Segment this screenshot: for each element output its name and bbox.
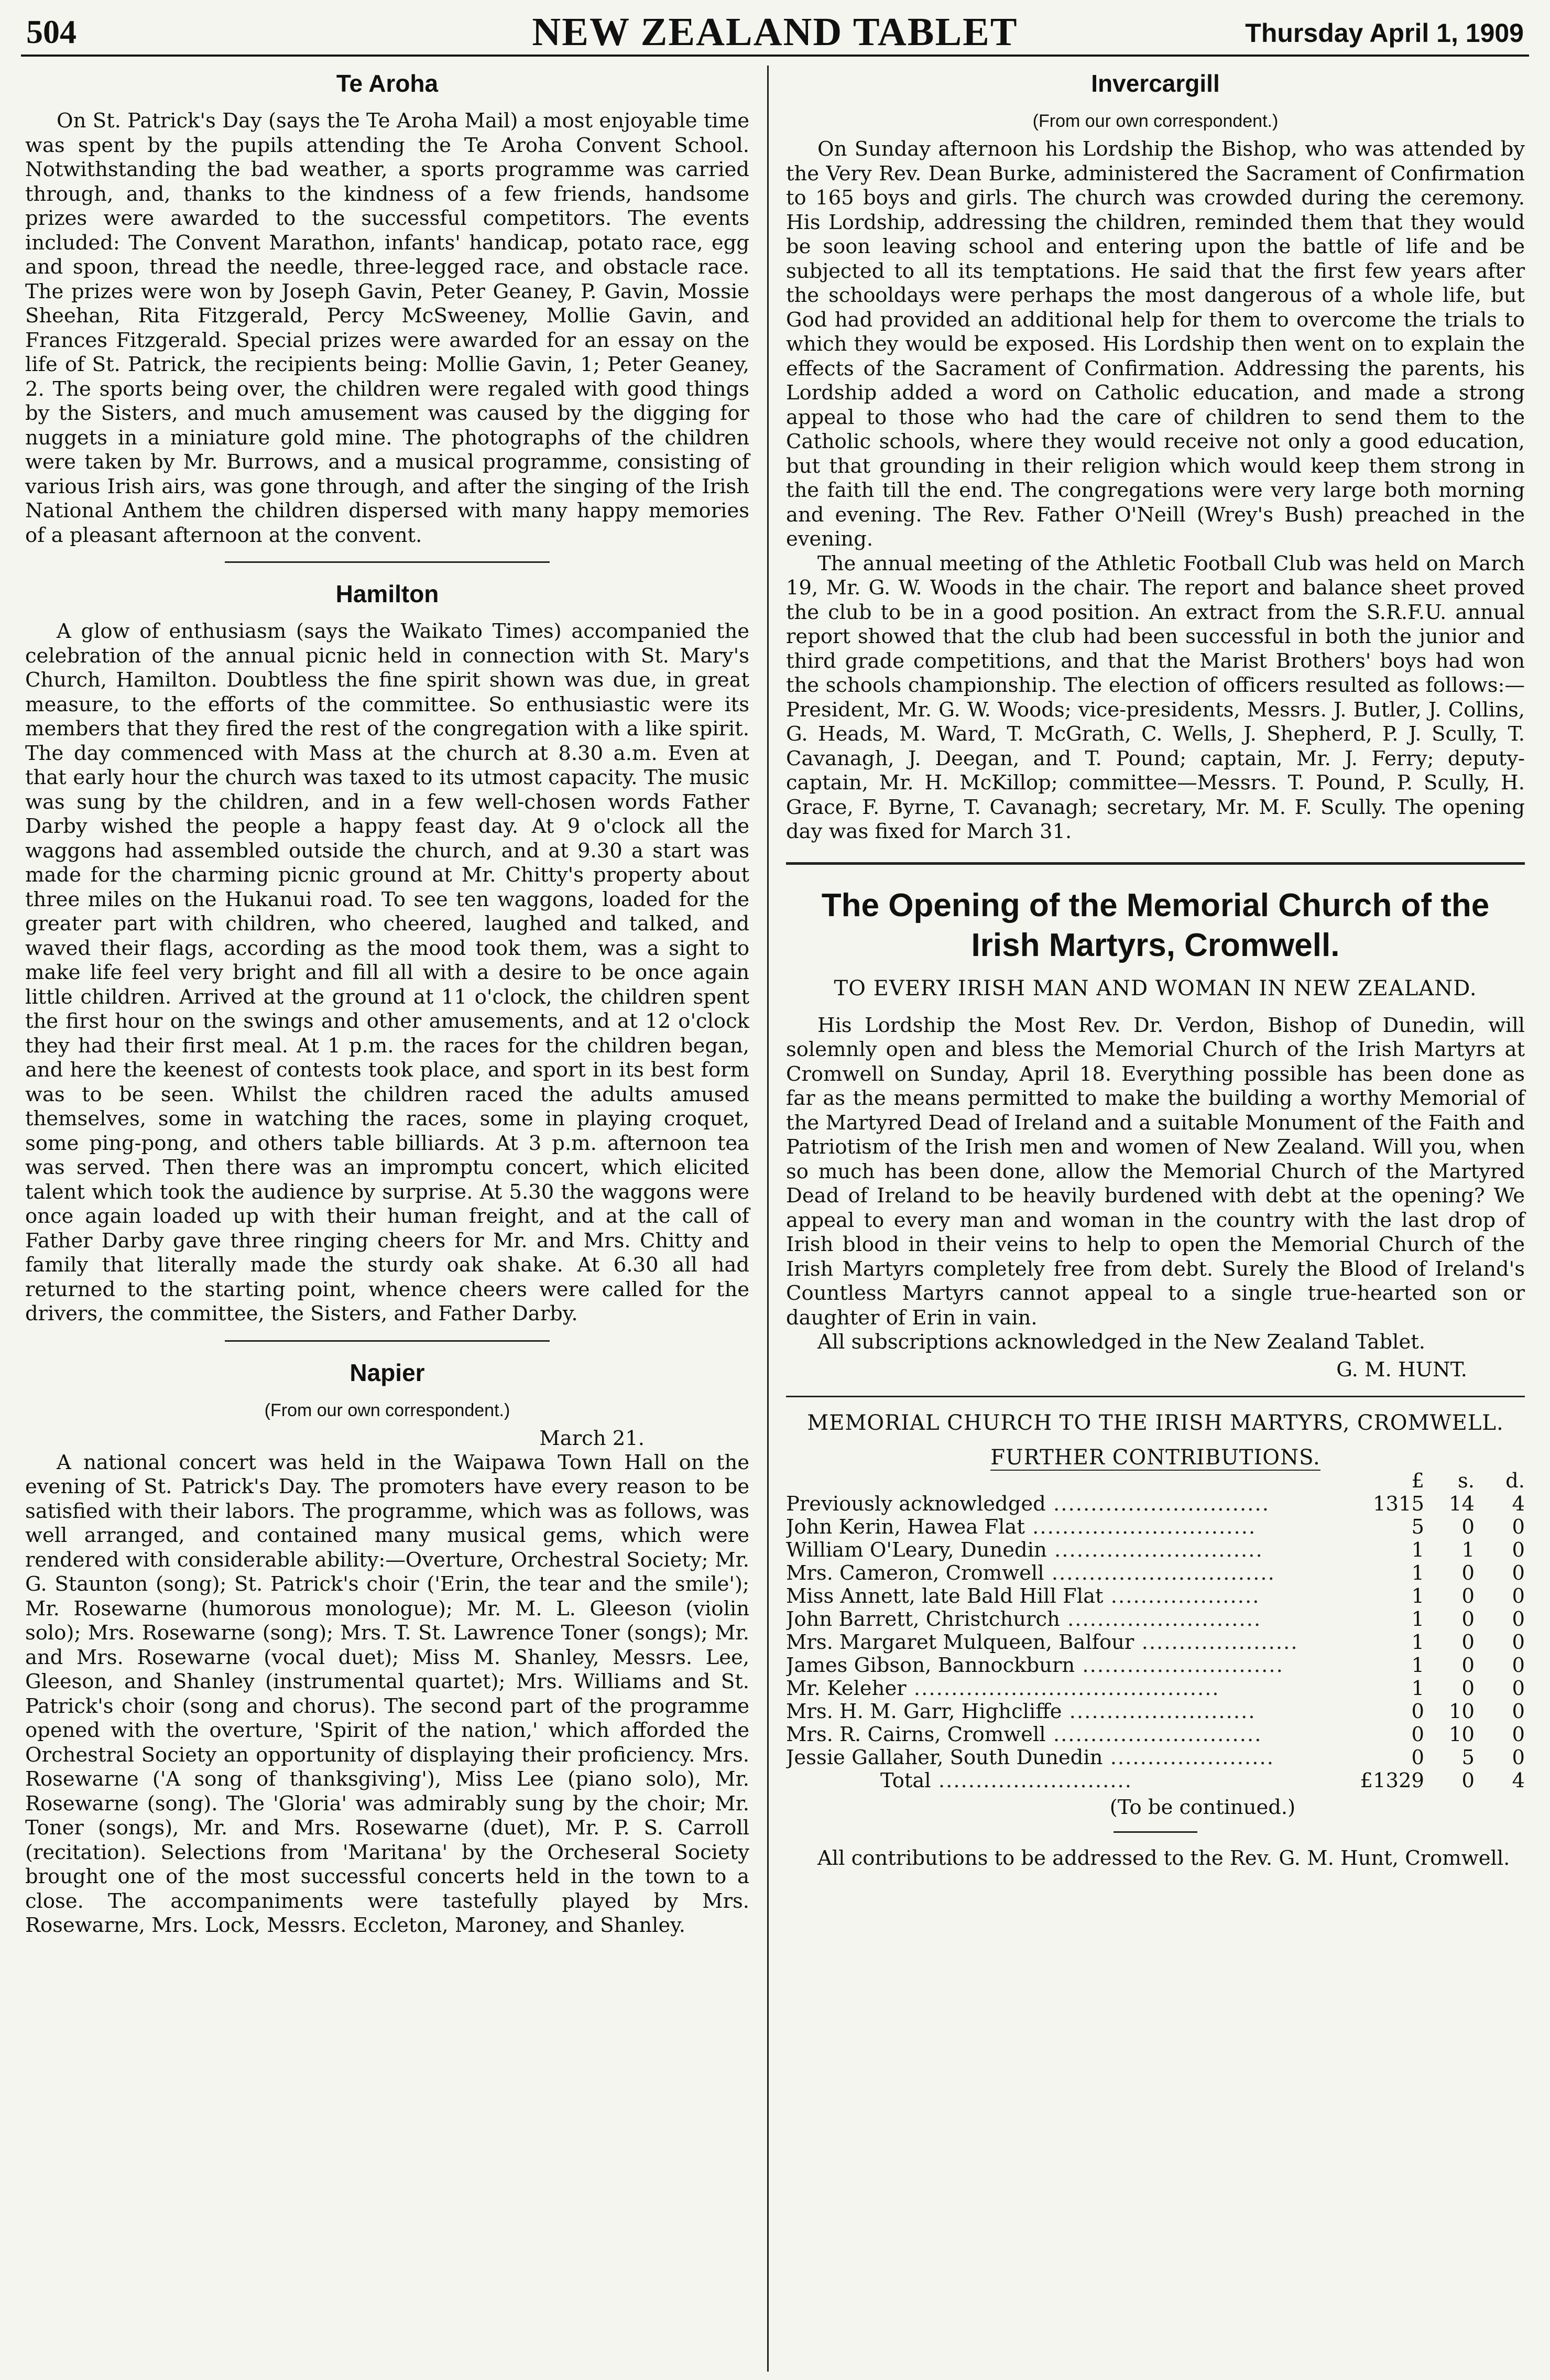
section-rule <box>225 1340 550 1342</box>
correspondent-credit: (From our own correspondent.) <box>1032 111 1279 131</box>
leader-dots: ...................... <box>1103 1746 1274 1769</box>
amount-pence: 0 <box>1512 1653 1525 1677</box>
amount-pence: 4 <box>1512 1492 1525 1516</box>
amount-shillings: 5 <box>1461 1745 1475 1769</box>
amount-pounds: 0 <box>1411 1722 1424 1746</box>
amount-shillings: 0 <box>1461 1561 1475 1585</box>
amount-pence: 0 <box>1512 1676 1525 1700</box>
contributor-name: Mrs. Margaret Mulqueen, Balfour <box>786 1631 1134 1654</box>
article-heading: Te Aroha <box>336 70 439 97</box>
contribution-row <box>786 1493 1525 1516</box>
left-column <box>25 68 749 1938</box>
contributor-name: Jessie Gallaher, South Dunedin <box>786 1746 1103 1769</box>
section-rule <box>786 1396 1525 1397</box>
amount-pounds: 0 <box>1411 1745 1424 1769</box>
continued-note: (To be continued.) <box>1109 1795 1296 1819</box>
contribution-row <box>786 1654 1525 1677</box>
correspondent-credit: (From our own correspondent.) <box>264 1400 510 1420</box>
article-heading: Napier <box>350 1359 425 1386</box>
masthead <box>21 7 1529 57</box>
contributor-name: Mrs. R. Cairns, Cromwell <box>786 1723 1046 1746</box>
amount-pence: 0 <box>1512 1538 1525 1562</box>
column-divider <box>767 66 769 2372</box>
amount-pence: 0 <box>1512 1607 1525 1631</box>
amount-shillings: 0 <box>1461 1584 1475 1608</box>
contributor-name: William O'Leary, Dunedin <box>786 1538 1047 1562</box>
contributions-list <box>786 1411 1525 1871</box>
article-paragraph: A glow of enthusiasm (says the Waikato Times) accompanied the celebration of the annual picnic held in connection with St. Mary's Church, Hamilton. Doubtless the fine spirit shown was due, in great measure, to the efforts of the committee. So enthusiastic were its members that they fired the rest of the congregation with a like spirit. The day commenced with Mass at the church at 8.30 a.m. Even at that early hour the church was taxed to its utmost capacity. The music was sung by the children, and in a few well-chosen words Father Darby wished the people a happy feast day. At 9 o'clock all the waggons had assembled outside the church, and at 9.30 a start was made for the charming picnic ground at Mr. Chitty's property about three miles on the Hukanui road. To see ten waggons, loaded for the greater part with children, who cheered, laughed and talked, and waved their flags, according as the mood took them, was a sight to make life feel very bright and fill all with a desire to be once again little children. Arrived at the ground at 11 o'clock, the children spent the first hour on the swings and other amusements, and at 12 o'clock they had their first meal. At 1 p.m. the races for the children began, and here the keenest of contests took place, and sport in its best form was to be seen. Whilst the children raced the adults amused themselves, some in watching the races, some in playing croquet, some ping-pong, and others table billiards. At 3 p.m. afternoon tea was served. Then there was an impromptu concert, which elicited talent which took the audience by surprise. At 5.30 the waggons were once again loaded up with their human freight, and at the call of Father Darby gave three ringing cheers for Mr. and Mrs. Chitty and family that literally made the sturdy oak shake. At 6.30 all had returned to the starting point, whence cheers were called for the drivers, the committee, the Sisters, and Father Darby. <box>25 620 749 1325</box>
leader-dots: ......................................... <box>906 1677 1220 1700</box>
amount-pounds: 1 <box>1411 1676 1424 1700</box>
col-shillings: s. <box>1458 1469 1475 1493</box>
contribution-row <box>786 1539 1525 1562</box>
contribution-row <box>786 1562 1525 1585</box>
amount-pounds: 0 <box>1411 1699 1424 1723</box>
section-rule <box>225 561 550 563</box>
amount-shillings: 0 <box>1461 1515 1475 1539</box>
article-paragraph: All subscriptions acknowledged in the New Zealand Tablet. <box>817 1330 1425 1354</box>
amount-pounds: 1 <box>1411 1630 1424 1654</box>
page-number: 504 <box>26 13 77 50</box>
leader-dots: ............................. <box>1045 1492 1270 1516</box>
total-pence: 4 <box>1512 1768 1525 1792</box>
newspaper-title: NEW ZEALAND TABLET <box>532 10 1018 54</box>
leader-dots: ..................... <box>1134 1631 1298 1654</box>
amount-pounds: 1 <box>1411 1653 1424 1677</box>
contribution-row <box>786 1631 1525 1654</box>
amount-shillings: 0 <box>1461 1676 1475 1700</box>
signature: G. M. HUNT. <box>1336 1357 1467 1382</box>
memorial-subheading: TO EVERY IRISH MAN AND WOMAN IN NEW ZEALAND. <box>834 976 1477 1001</box>
amount-pence: 0 <box>1512 1515 1525 1539</box>
total-shillings: 0 <box>1461 1768 1475 1792</box>
amount-pence: 0 <box>1512 1745 1525 1769</box>
amount-shillings: 0 <box>1461 1607 1475 1631</box>
section-rule <box>1114 1831 1197 1833</box>
amount-shillings: 0 <box>1461 1630 1475 1654</box>
leader-dots: ............................ <box>1046 1538 1263 1562</box>
memorial-article <box>786 886 1525 1382</box>
amount-shillings: 14 <box>1449 1492 1475 1516</box>
amount-shillings: 1 <box>1461 1538 1475 1562</box>
article-heading: Hamilton <box>335 580 439 607</box>
contributor-name: John Kerin, Hawea Flat <box>786 1515 1025 1539</box>
contributor-name: John Barrett, Christchurch <box>786 1607 1060 1631</box>
invercargill-article <box>786 68 1525 844</box>
hamilton-article <box>25 579 749 1327</box>
contributor-name: Previously acknowledged <box>786 1492 1046 1516</box>
leader-dots: .............................. <box>1024 1515 1257 1539</box>
amount-shillings: 0 <box>1461 1653 1475 1677</box>
amount-pounds: 1 <box>1411 1607 1424 1631</box>
amount-pence: 0 <box>1512 1630 1525 1654</box>
amount-pounds: 1 <box>1411 1561 1424 1585</box>
right-column <box>786 68 1525 1871</box>
currency-header-row <box>786 1470 1525 1493</box>
te-aroha-article <box>25 68 749 548</box>
leader-dots: .................... <box>1103 1584 1260 1608</box>
contribution-row <box>786 1746 1525 1769</box>
amount-pence: 0 <box>1512 1722 1525 1746</box>
contribution-row <box>786 1516 1525 1539</box>
article-paragraph: On Sunday afternoon his Lordship the Bishop, who was attended by the Very Rev. Dean Burke, administered the Sacrament of Confirmation to 165 boys and girls. The church was crowded during the ceremony. His Lordship, addressing the children, reminded them that they would be soon leaving school and entering upon the battle of life and be subjected to all its temptations. He said that the first few years after the schooldays were perhaps the most dangerous of a whole life, but God had provided an additional help for them to overcome the trials to which they would be exposed. His Lordship then went on to explain the effects of the Sacrament of Confirmation. Addressing the parents, his Lordship added a word on Catholic education, and made a strong appeal to those who had the care of children to send them to the Catholic schools, where they would receive not only a good education, but that grounding in their religion which would keep them strong in the faith till the end. The congregations were very large both morning and evening. The Rev. Father O'Neill (Wrey's Bush) preached in the evening. <box>786 137 1525 551</box>
article-paragraph: His Lordship the Most Rev. Dr. Verdon, Bishop of Dunedin, will solemnly open and bless the Memorial Church of the Irish Martyrs at Cromwell on Sunday, April 18. Everything possible has been done as far as the means permitted to make the building a worthy Memorial of the Martyred Dead of Ireland and a suitable Monument of the Faith and Patriotism of the Irish men and women of New Zealand. Will you, when so much has been done, allow the Memorial Church of the Martyred Dead of Ireland to be heavily burdened with debt at the opening? We appeal to every man and woman in the country with the last drop of Irish blood in their veins to help to open the Memorial Church of the Irish Martyrs completely free from debt. Surely the Blood of Ireland's Countless Martyrs cannot appeal to a single true-hearted son or daughter of Erin in vain. <box>786 1013 1525 1330</box>
article-paragraph: A national concert was held in the Waipawa Town Hall on the evening of St. Patrick's Day. The promoters have every reason to be satisfied with their labors. The programme, which was as follows, was well arranged, and contained many musical gems, which were rendered with considerable ability:—Overture, Orchestral Society; Mr. G. Staunton (song); St. Patrick's choir ('Erin, the tear and the smile'); Mr. Rosewarne (humorous monologue); Mr. M. L. Gleeson (violin solo); Mrs. Rosewarne (song); Mrs. T. St. Lawrence Toner (songs); Mr. and Mrs. Rosewarne (vocal duet); Miss M. Shanley, Messrs. Lee, Gleeson, and Shanley (instrumental quartet); Mrs. Williams and St. Patrick's choir (song and chorus). The second part of the programme opened with the overture, 'Spirit of the nation,' which afforded the Orchestral Society an opportunity of displaying their proficiency. Mrs. Rosewarne ('A song of thanksgiving'), Miss Lee (piano solo), Mr. Rosewarne (song). The 'Gloria' was admirably sung by the choir; Mr. Toner (songs), Mr. and Mrs. Rosewarne (duet), Mr. P. S. Carroll (recitation). Selections from 'Maritana' by the Orcheseral Society brought one of the most successful concerts held in the town to a close. The accompaniments were tastefully played by Mrs. Rosewarne, Mrs. Lock, Messrs. Eccleton, Maroney, and Shanley. <box>25 1450 749 1937</box>
contributor-name: Miss Annett, late Bald Hill Flat <box>786 1584 1104 1608</box>
amount-pence: 0 <box>1512 1699 1525 1723</box>
napier-article <box>25 1357 749 1938</box>
contribution-row <box>786 1700 1525 1723</box>
dateline: March 21. <box>539 1426 645 1450</box>
contributor-name: Mrs. Cameron, Cromwell <box>786 1561 1044 1585</box>
leader-dots: .......................... <box>931 1769 1133 1792</box>
amount-pounds: 1 <box>1411 1538 1424 1562</box>
amount-pence: 0 <box>1512 1584 1525 1608</box>
leader-dots: ............................ <box>1045 1723 1262 1746</box>
amount-pence: 0 <box>1512 1561 1525 1585</box>
leader-dots: ........................... <box>1075 1654 1284 1677</box>
issue-date: Thursday April 1, 1909 <box>1245 18 1524 48</box>
contribution-row <box>786 1723 1525 1746</box>
article-paragraph: On St. Patrick's Day (says the Te Aroha Mail) a most enjoyable time was spent by the pupils attending the Te Aroha Convent School. Notwithstanding the bad weather, a sports programme was carried through, and, thanks to the kindness of a few friends, handsome prizes were awarded to the successful competitors. The events included: The Convent Marathon, infants' handicap, potato race, egg and spoon, thread the needle, three-legged race, and obstacle race. The prizes were won by Joseph Gavin, Peter Geaney, P. Gavin, Mossie Sheehan, Rita Fitzgerald, Percy McSweeney, Mollie Gavin, and Frances Fitzgerald. Special prizes were awarded for an essay on the life of St. Patrick, the recipients being: Mollie Gavin, 1; Peter Geaney, 2. The sports being over, the children were regaled with good things by the Sisters, and much amusement was caused by the digging for nuggets in a miniature gold mine. The photographs of the children were taken by Mr. Burrows, and a musical programme, consisting of various Irish airs, was gone through, and after the singing of the Irish National Anthem the children dispersed with many happy memories of a pleasant afternoon at the convent. <box>25 109 749 547</box>
contributions-subheading-text: FURTHER CONTRIBUTIONS. <box>990 1445 1320 1470</box>
section-rule <box>786 862 1525 865</box>
total-row <box>786 1769 1525 1792</box>
contribution-row <box>786 1608 1525 1631</box>
leader-dots: .......................... <box>1060 1607 1262 1631</box>
article-paragraph: The annual meeting of the Athletic Football Club was held on March 19, Mr. G. W. Woods in the chair. The report and balance sheet proved the club to be in a good position. An extract from the S.R.F.U. annual report showed that the club had been successful in both the junior and third grade competitions, and that the Marist Brothers' boys had won the schools championship. The election of officers resulted as follows:—President, Mr. G. W. Woods; vice-presidents, Messrs. J. Butler, J. Collins, G. Heads, M. Ward, T. McGrath, C. Wells, J. Shepherd, P. J. Scully, T. Cavanagh, J. Deegan, and T. Pound; captain, Mr. J. Ferry; deputy-captain, Mr. H. McKillop; committee—Messrs. T. Pound, P. Scully, H. Grace, F. Byrne, T. Cavanagh; secretary, Mr. M. F. Scully. The opening day was fixed for March 31. <box>786 551 1525 843</box>
contributions-subheading <box>786 1446 1525 1470</box>
leader-dots: .............................. <box>1044 1561 1275 1585</box>
amount-pounds: 1315 <box>1373 1492 1424 1516</box>
amount-pounds: 1 <box>1411 1584 1424 1608</box>
contributor-name: Mrs. H. M. Garr, Highcliffe <box>786 1700 1062 1723</box>
contributor-name: James Gibson, Bannockburn <box>786 1654 1075 1677</box>
col-pounds: £ <box>1411 1469 1424 1493</box>
contributions-footer: All contributions to be addressed to the Rev. G. M. Hunt, Cromwell. <box>817 1846 1510 1870</box>
total-label: Total <box>880 1769 931 1792</box>
amount-pounds: 5 <box>1411 1515 1424 1539</box>
contributor-name: Mr. Keleher <box>786 1677 907 1700</box>
leader-dots: ......................... <box>1062 1700 1256 1723</box>
amount-shillings: 10 <box>1449 1699 1475 1723</box>
memorial-heading: The Opening of the Memorial Church of the Irish Martyrs, Cromwell. <box>821 887 1490 963</box>
contributions-heading: MEMORIAL CHURCH TO THE IRISH MARTYRS, CROMWELL. <box>807 1410 1504 1435</box>
article-heading: Invercargill <box>1091 70 1220 97</box>
col-pence: d. <box>1505 1469 1525 1493</box>
contributions-table <box>786 1470 1525 1792</box>
contribution-row <box>786 1677 1525 1700</box>
amount-shillings: 10 <box>1449 1722 1475 1746</box>
total-pounds: £1329 <box>1360 1768 1424 1792</box>
contribution-row <box>786 1585 1525 1608</box>
